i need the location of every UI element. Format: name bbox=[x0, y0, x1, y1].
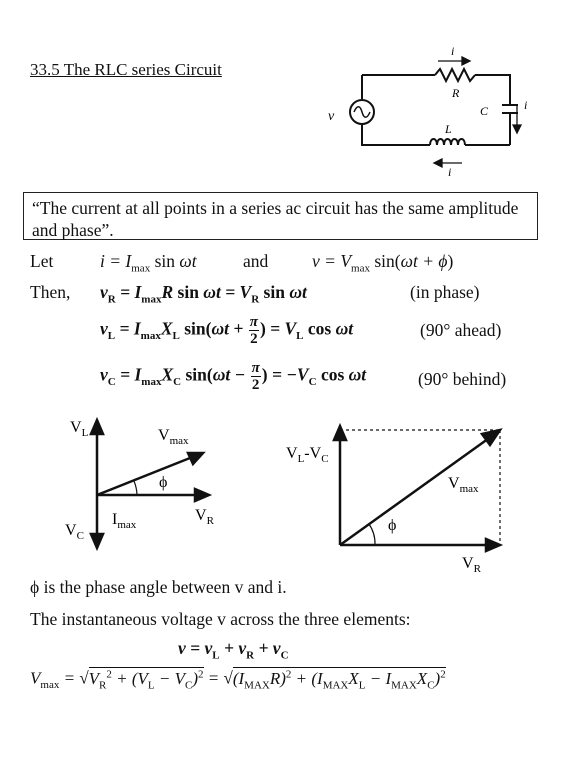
label-Imax: $I_{max}$ bbox=[112, 511, 137, 531]
rlc-circuit-diagram bbox=[320, 45, 540, 185]
quote-box: “The current at all points in a series ac circuit has the same amplitude and phase”. bbox=[23, 192, 538, 240]
then-label: Then, bbox=[30, 282, 71, 302]
label-phi: ϕ bbox=[159, 474, 168, 491]
equation-vR: $v_R = I_{max}R$ $\sin \omega t = V_R$ sin ωt bbox=[100, 282, 307, 306]
phasor-diagram-left bbox=[55, 410, 255, 560]
current-label-top: i bbox=[451, 45, 455, 58]
label-VL: $V_L$ bbox=[70, 419, 89, 439]
note-in-phase: (in phase) bbox=[410, 282, 480, 302]
phase-angle-text: is the phase angle between v and i. bbox=[43, 577, 287, 597]
phase-symbol: ϕ bbox=[30, 577, 40, 597]
inductor-symbol bbox=[430, 139, 465, 145]
equation-voltage: $v = V_{max}$ sin(ωt + ϕ) bbox=[312, 251, 454, 275]
equation-vL: $v_L = I_{max}X_L$ sin(ωt + $\frac{\pi}{2}$ ) = $V_L$ cos ωt bbox=[100, 314, 354, 347]
label-VR-right: $V_R$ bbox=[462, 555, 481, 575]
current-label-right: i bbox=[524, 98, 528, 112]
label-VL-VC: $V_L-V_C$ bbox=[286, 445, 329, 465]
equation-vC: $v_C = I_{max}X_C$ sin(ωt − $\frac{\pi}{2}$ ) = $-V_C$ cos ωt bbox=[100, 360, 367, 393]
label-VR: $V_R$ bbox=[195, 507, 214, 527]
resistor-symbol bbox=[435, 69, 475, 81]
source-label: v bbox=[328, 109, 335, 124]
current-label-bottom: i bbox=[448, 165, 452, 179]
label-phi-right: ϕ bbox=[388, 517, 397, 534]
equation-current: $i = I_{max}$ sin ωt bbox=[100, 251, 197, 275]
label-VC: $V_C$ bbox=[65, 522, 84, 542]
capacitor-symbol bbox=[502, 105, 518, 113]
label-Vmax-right: $V_{max}$ bbox=[448, 475, 479, 495]
inductor-label: L bbox=[445, 122, 452, 136]
let-label: Let bbox=[30, 251, 54, 271]
phase-angle-line bbox=[30, 577, 287, 598]
section-heading: 33.5 The RLC series Circuit bbox=[30, 60, 222, 79]
equation-sum: $v = v_L + v_R + v_C$ bbox=[178, 638, 289, 662]
equation-vmax: $V_{max} = √V_R^2 + (V_L - V_C)^2 = √(I_{MAX}R)^2 + (I_{MAX}X_L - I_{MAX}X_C)^2$ bbox=[30, 668, 446, 692]
resistor-label: R bbox=[452, 86, 460, 100]
note-90-behind: (90° behind) bbox=[418, 369, 507, 389]
note-90-ahead: (90° ahead) bbox=[420, 320, 502, 340]
capacitor-label: C bbox=[480, 104, 489, 118]
and-label: and bbox=[243, 251, 269, 271]
instantaneous-voltage-text: The instantaneous voltage v across the three elements: bbox=[30, 609, 411, 629]
label-Vmax: $V_{max}$ bbox=[158, 427, 189, 447]
phasor-diagram-right bbox=[280, 420, 520, 580]
